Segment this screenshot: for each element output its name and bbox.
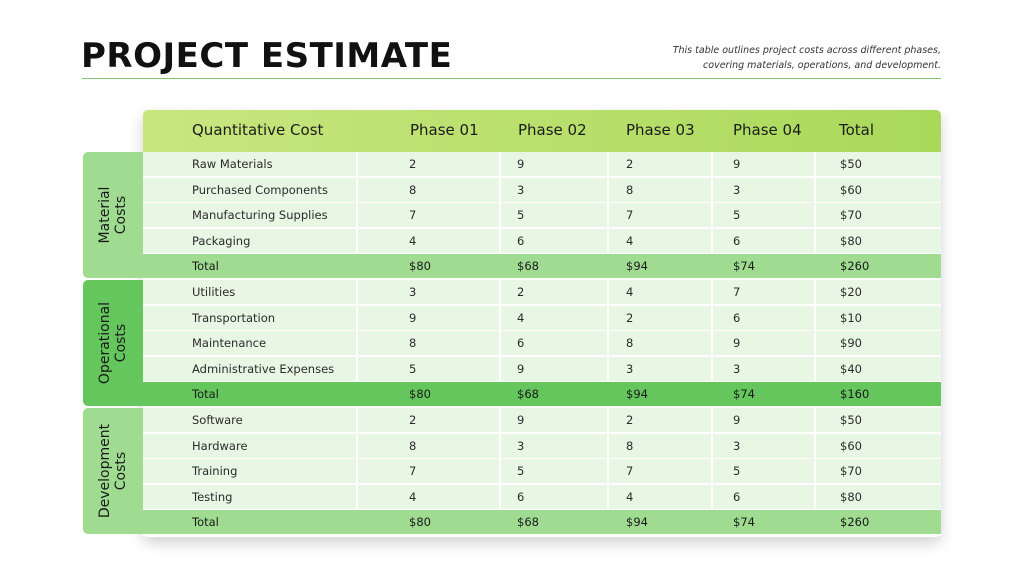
column-divider: [356, 459, 358, 483]
column-divider: [814, 203, 816, 227]
cell-value: 6: [733, 310, 741, 325]
cell-value: $80: [409, 515, 431, 530]
row-label: Transportation: [192, 310, 276, 325]
table-row: [143, 408, 941, 434]
table-row: [143, 485, 941, 511]
row-label: Total: [192, 515, 219, 530]
column-header: Total: [839, 121, 875, 139]
cell-value: $70: [840, 464, 862, 479]
cell-value: $70: [840, 208, 862, 223]
cell-value: 6: [733, 489, 741, 504]
column-divider: [814, 331, 816, 355]
cell-value: $74: [733, 259, 755, 274]
column-divider: [499, 306, 501, 330]
column-divider: [356, 229, 358, 253]
cell-value: $68: [517, 259, 539, 274]
cell-value: 8: [409, 438, 417, 453]
cell-value: $80: [409, 259, 431, 274]
column-divider: [356, 485, 358, 509]
column-divider: [711, 408, 713, 432]
cell-value: 8: [626, 182, 634, 197]
cell-value: 4: [626, 489, 634, 504]
cell-value: $74: [733, 387, 755, 402]
column-divider: [499, 178, 501, 202]
cell-value: 2: [409, 413, 417, 427]
cell-value: 9: [733, 413, 741, 427]
column-divider: [607, 229, 609, 253]
cell-value: 3: [733, 182, 741, 197]
table-row: [143, 331, 941, 357]
column-divider: [607, 434, 609, 458]
column-divider: [814, 357, 816, 381]
column-divider: [711, 229, 713, 253]
cell-value: $94: [626, 259, 648, 274]
cell-value: 3: [409, 285, 417, 299]
title-divider: [82, 78, 941, 79]
column-divider: [711, 203, 713, 227]
row-label: Testing: [192, 489, 233, 504]
cell-value: 8: [626, 438, 634, 453]
cell-value: $60: [840, 438, 862, 453]
group-label-text: Operational Costs: [97, 301, 129, 385]
cell-value: 5: [733, 464, 741, 479]
column-divider: [814, 229, 816, 253]
total-row: [143, 510, 941, 536]
cell-value: 7: [409, 464, 417, 479]
column-divider: [711, 434, 713, 458]
cell-value: $80: [840, 233, 862, 248]
cell-value: 2: [626, 413, 634, 427]
row-label: Packaging: [192, 233, 251, 248]
column-divider: [499, 408, 501, 432]
column-divider: [499, 459, 501, 483]
row-label: Total: [192, 387, 219, 402]
cell-value: 6: [517, 336, 525, 351]
column-divider: [499, 152, 501, 176]
cell-value: 6: [517, 489, 525, 504]
group-label: [83, 280, 143, 406]
cell-value: 4: [517, 310, 525, 325]
cell-value: 8: [626, 336, 634, 351]
column-divider: [499, 280, 501, 304]
column-divider: [499, 331, 501, 355]
table-row: [143, 306, 941, 332]
table-row: [143, 459, 941, 485]
cell-value: $10: [840, 310, 862, 325]
column-divider: [814, 306, 816, 330]
column-divider: [814, 434, 816, 458]
cell-value: 4: [626, 285, 634, 299]
cell-value: 4: [409, 233, 417, 248]
cell-value: 5: [409, 361, 417, 376]
cell-value: 2: [626, 310, 634, 325]
column-divider: [711, 178, 713, 202]
column-divider: [711, 485, 713, 509]
cell-value: 2: [626, 157, 634, 171]
cell-value: $80: [409, 387, 431, 402]
cell-value: $50: [840, 413, 862, 427]
cell-value: 7: [626, 208, 634, 223]
table-row: [143, 203, 941, 229]
cell-value: 3: [626, 361, 634, 376]
column-divider: [711, 152, 713, 176]
column-divider: [711, 459, 713, 483]
column-header: Phase 04: [733, 121, 802, 139]
column-divider: [356, 203, 358, 227]
row-label: Training: [192, 464, 238, 479]
column-header: Quantitative Cost: [192, 121, 324, 139]
cell-value: $60: [840, 182, 862, 197]
column-divider: [814, 280, 816, 304]
cell-value: 3: [517, 182, 525, 197]
table-row: [143, 280, 941, 306]
column-divider: [711, 280, 713, 304]
table-row: [143, 357, 941, 383]
column-divider: [607, 152, 609, 176]
column-divider: [356, 306, 358, 330]
row-label: Raw Materials: [192, 157, 273, 171]
group-label-text: Development Costs: [97, 423, 129, 519]
cell-value: 9: [517, 361, 525, 376]
row-label: Hardware: [192, 438, 248, 453]
column-header: Phase 01: [410, 121, 479, 139]
cell-value: 5: [733, 208, 741, 223]
group-label-text: Material Costs: [97, 186, 129, 244]
table-row: [143, 152, 941, 178]
row-label: Maintenance: [192, 336, 267, 351]
column-divider: [814, 459, 816, 483]
cell-value: 3: [733, 438, 741, 453]
row-label: Utilities: [192, 285, 236, 299]
cell-value: 6: [733, 233, 741, 248]
cell-value: 2: [517, 285, 525, 299]
column-divider: [607, 331, 609, 355]
total-row: [143, 254, 941, 280]
column-divider: [499, 203, 501, 227]
cell-value: $94: [626, 515, 648, 530]
cell-value: $40: [840, 361, 862, 376]
row-label: Total: [192, 259, 219, 274]
cell-value: 9: [517, 413, 525, 427]
cell-value: $68: [517, 515, 539, 530]
cell-value: 7: [626, 464, 634, 479]
column-divider: [607, 203, 609, 227]
column-header: Phase 03: [626, 121, 695, 139]
cell-value: 9: [409, 310, 417, 325]
column-divider: [814, 178, 816, 202]
cell-value: $94: [626, 387, 648, 402]
table-row: [143, 229, 941, 255]
page-title: PROJECT ESTIMATE: [81, 36, 453, 76]
table-row: [143, 178, 941, 204]
column-divider: [499, 485, 501, 509]
column-divider: [607, 306, 609, 330]
row-label: Purchased Components: [192, 182, 328, 197]
column-divider: [607, 485, 609, 509]
cell-value: $20: [840, 285, 862, 299]
column-divider: [356, 280, 358, 304]
cell-value: $50: [840, 157, 862, 171]
total-row: [143, 382, 941, 408]
cell-value: 5: [517, 464, 525, 479]
cell-value: $160: [840, 387, 870, 402]
column-divider: [607, 357, 609, 381]
cell-value: 2: [409, 157, 417, 171]
column-divider: [607, 408, 609, 432]
column-divider: [814, 152, 816, 176]
row-label: Manufacturing Supplies: [192, 208, 328, 223]
cell-value: 5: [517, 208, 525, 223]
subtitle-line: This table outlines project costs across different phases,: [672, 45, 941, 56]
column-header: Phase 02: [518, 121, 587, 139]
cell-value: 3: [733, 361, 741, 376]
column-divider: [814, 408, 816, 432]
table-header: [143, 110, 941, 152]
column-divider: [356, 152, 358, 176]
row-label: Software: [192, 413, 243, 427]
column-divider: [499, 434, 501, 458]
column-divider: [356, 434, 358, 458]
page-subtitle: [641, 43, 941, 73]
cell-value: 4: [626, 233, 634, 248]
column-divider: [607, 280, 609, 304]
table-row: [143, 434, 941, 460]
cell-value: 3: [517, 438, 525, 453]
group-label: [83, 408, 143, 534]
column-divider: [499, 229, 501, 253]
column-divider: [607, 178, 609, 202]
cell-value: 9: [733, 336, 741, 351]
cell-value: $260: [840, 515, 870, 530]
cell-value: $74: [733, 515, 755, 530]
group-label: [83, 152, 143, 278]
cell-value: 7: [733, 285, 741, 299]
column-divider: [711, 306, 713, 330]
column-divider: [356, 408, 358, 432]
cell-value: 9: [733, 157, 741, 171]
cell-value: 7: [409, 208, 417, 223]
column-divider: [356, 331, 358, 355]
column-divider: [356, 357, 358, 381]
cell-value: 8: [409, 182, 417, 197]
column-divider: [356, 178, 358, 202]
row-label: Administrative Expenses: [192, 361, 335, 376]
cell-value: $80: [840, 489, 862, 504]
column-divider: [607, 459, 609, 483]
cell-value: 6: [517, 233, 525, 248]
column-divider: [814, 485, 816, 509]
cell-value: 4: [409, 489, 417, 504]
subtitle-line: covering materials, operations, and development.: [703, 60, 941, 71]
column-divider: [711, 331, 713, 355]
cell-value: $68: [517, 387, 539, 402]
column-divider: [499, 357, 501, 381]
cell-value: 8: [409, 336, 417, 351]
cell-value: 9: [517, 157, 525, 171]
column-divider: [711, 357, 713, 381]
cell-value: $260: [840, 259, 870, 274]
cell-value: $90: [840, 336, 862, 351]
